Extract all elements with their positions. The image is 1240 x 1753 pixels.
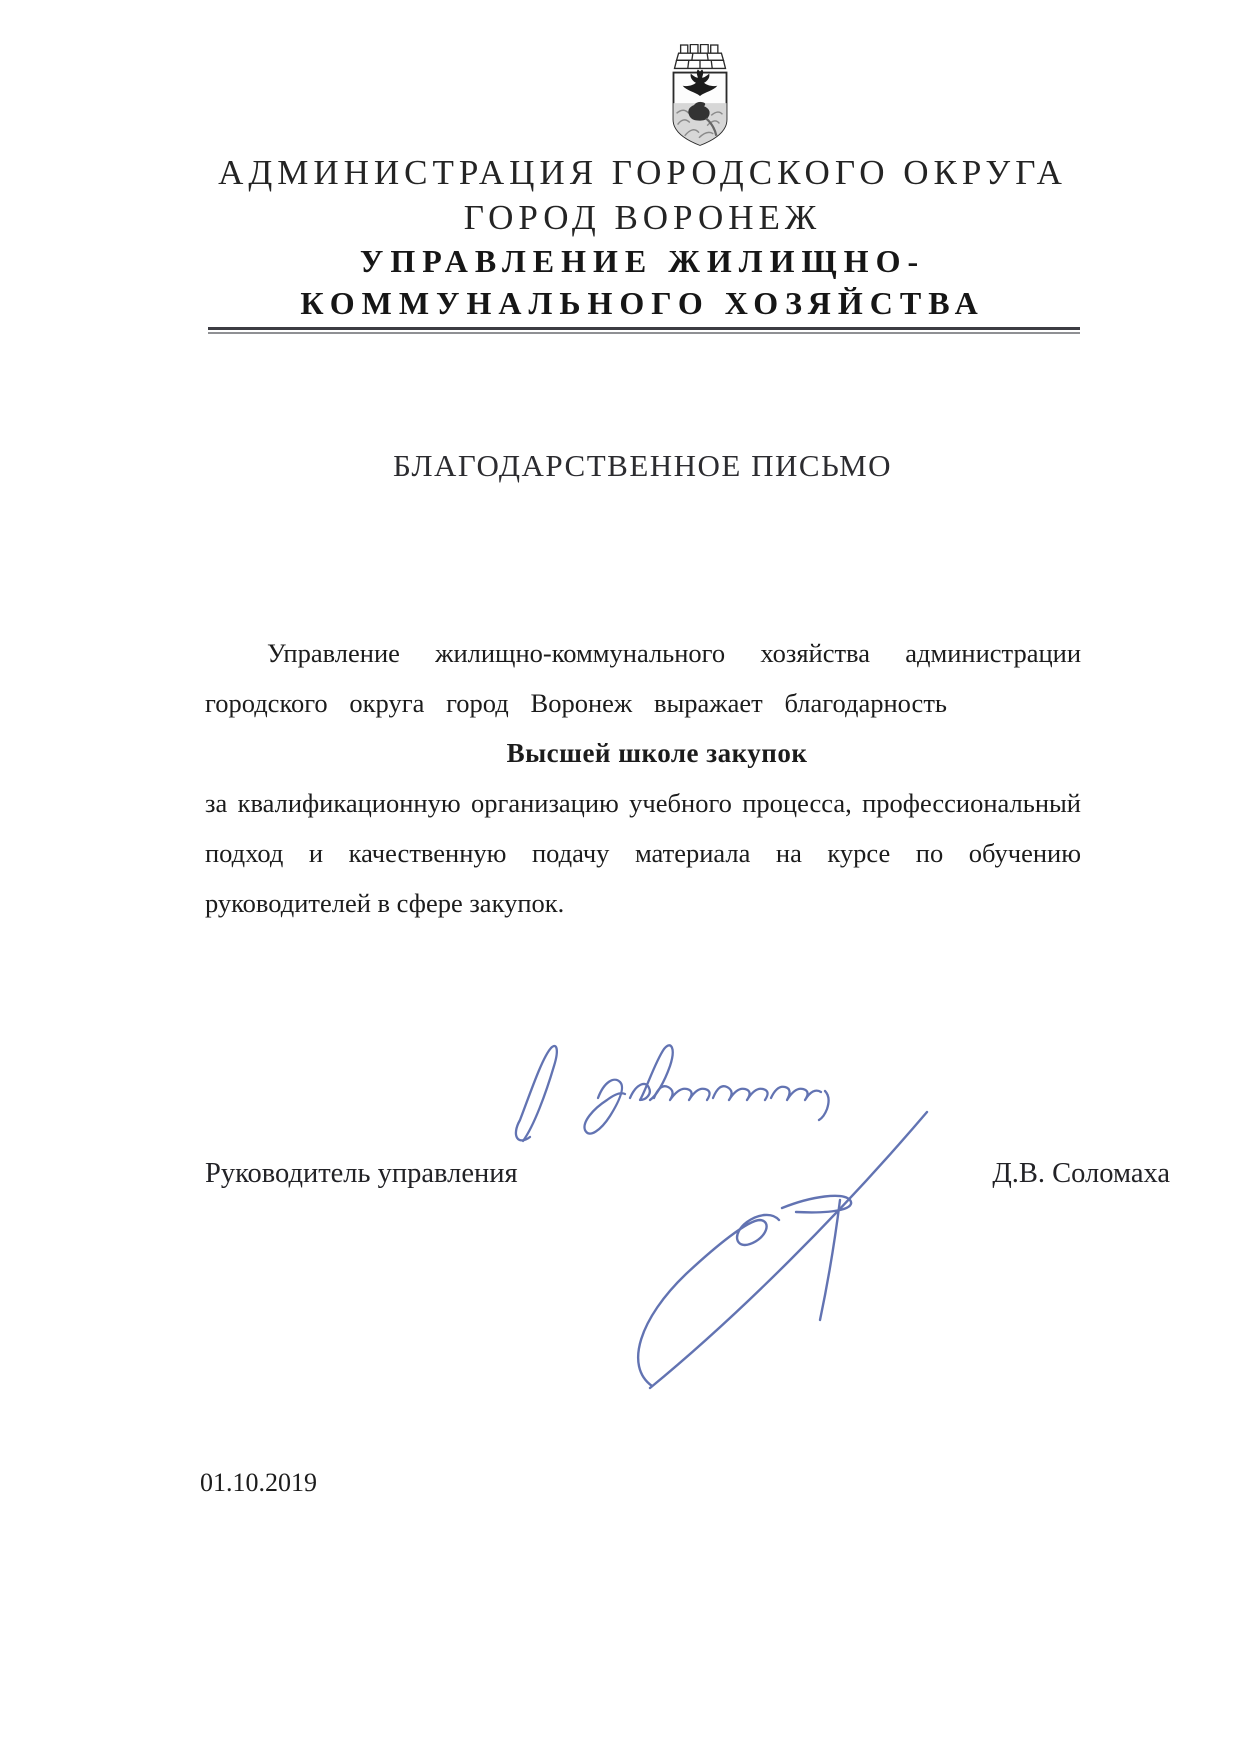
department-line2: КОММУНАЛЬНОГО ХОЗЯЙСТВА (300, 285, 985, 321)
body-line: подход и качественную подачу материала на курсе по обучению (205, 838, 1081, 868)
body-line: за квалификационную организацию учебного процесса, профессиональный (205, 788, 1081, 818)
signer-position-title: Руководитель управления (205, 1158, 518, 1189)
recipient-name: Высшей школе закупок (506, 738, 808, 768)
org-name-line1: АДМИНИСТРАЦИЯ ГОРОДСКОГО ОКРУГА (218, 153, 1067, 192)
body-line: руководителей в сфере закупок. (205, 888, 565, 918)
org-name-line2: ГОРОД ВОРОНЕЖ (463, 198, 822, 237)
department-line1: УПРАВЛЕНИЕ ЖИЛИЩНО- (359, 243, 926, 279)
letterhead-divider (208, 327, 1080, 334)
voronezh-coat-of-arms-icon (664, 44, 736, 148)
document-date: 01.10.2019 (200, 1468, 317, 1497)
signature-block (205, 1158, 1170, 1190)
director-signature (600, 1078, 950, 1420)
letter-body (205, 628, 1081, 928)
body-line: Управление жилищно-коммунального хозяйства администрации (267, 638, 1081, 668)
body-line: городского округа город Воронеж выражает благодарность (205, 688, 947, 718)
document-title: БЛАГОДАРСТВЕННОЕ ПИСЬМО (392, 448, 893, 483)
signer-name: Д.В. Соломаха (992, 1158, 1170, 1189)
letterhead (205, 150, 1080, 324)
